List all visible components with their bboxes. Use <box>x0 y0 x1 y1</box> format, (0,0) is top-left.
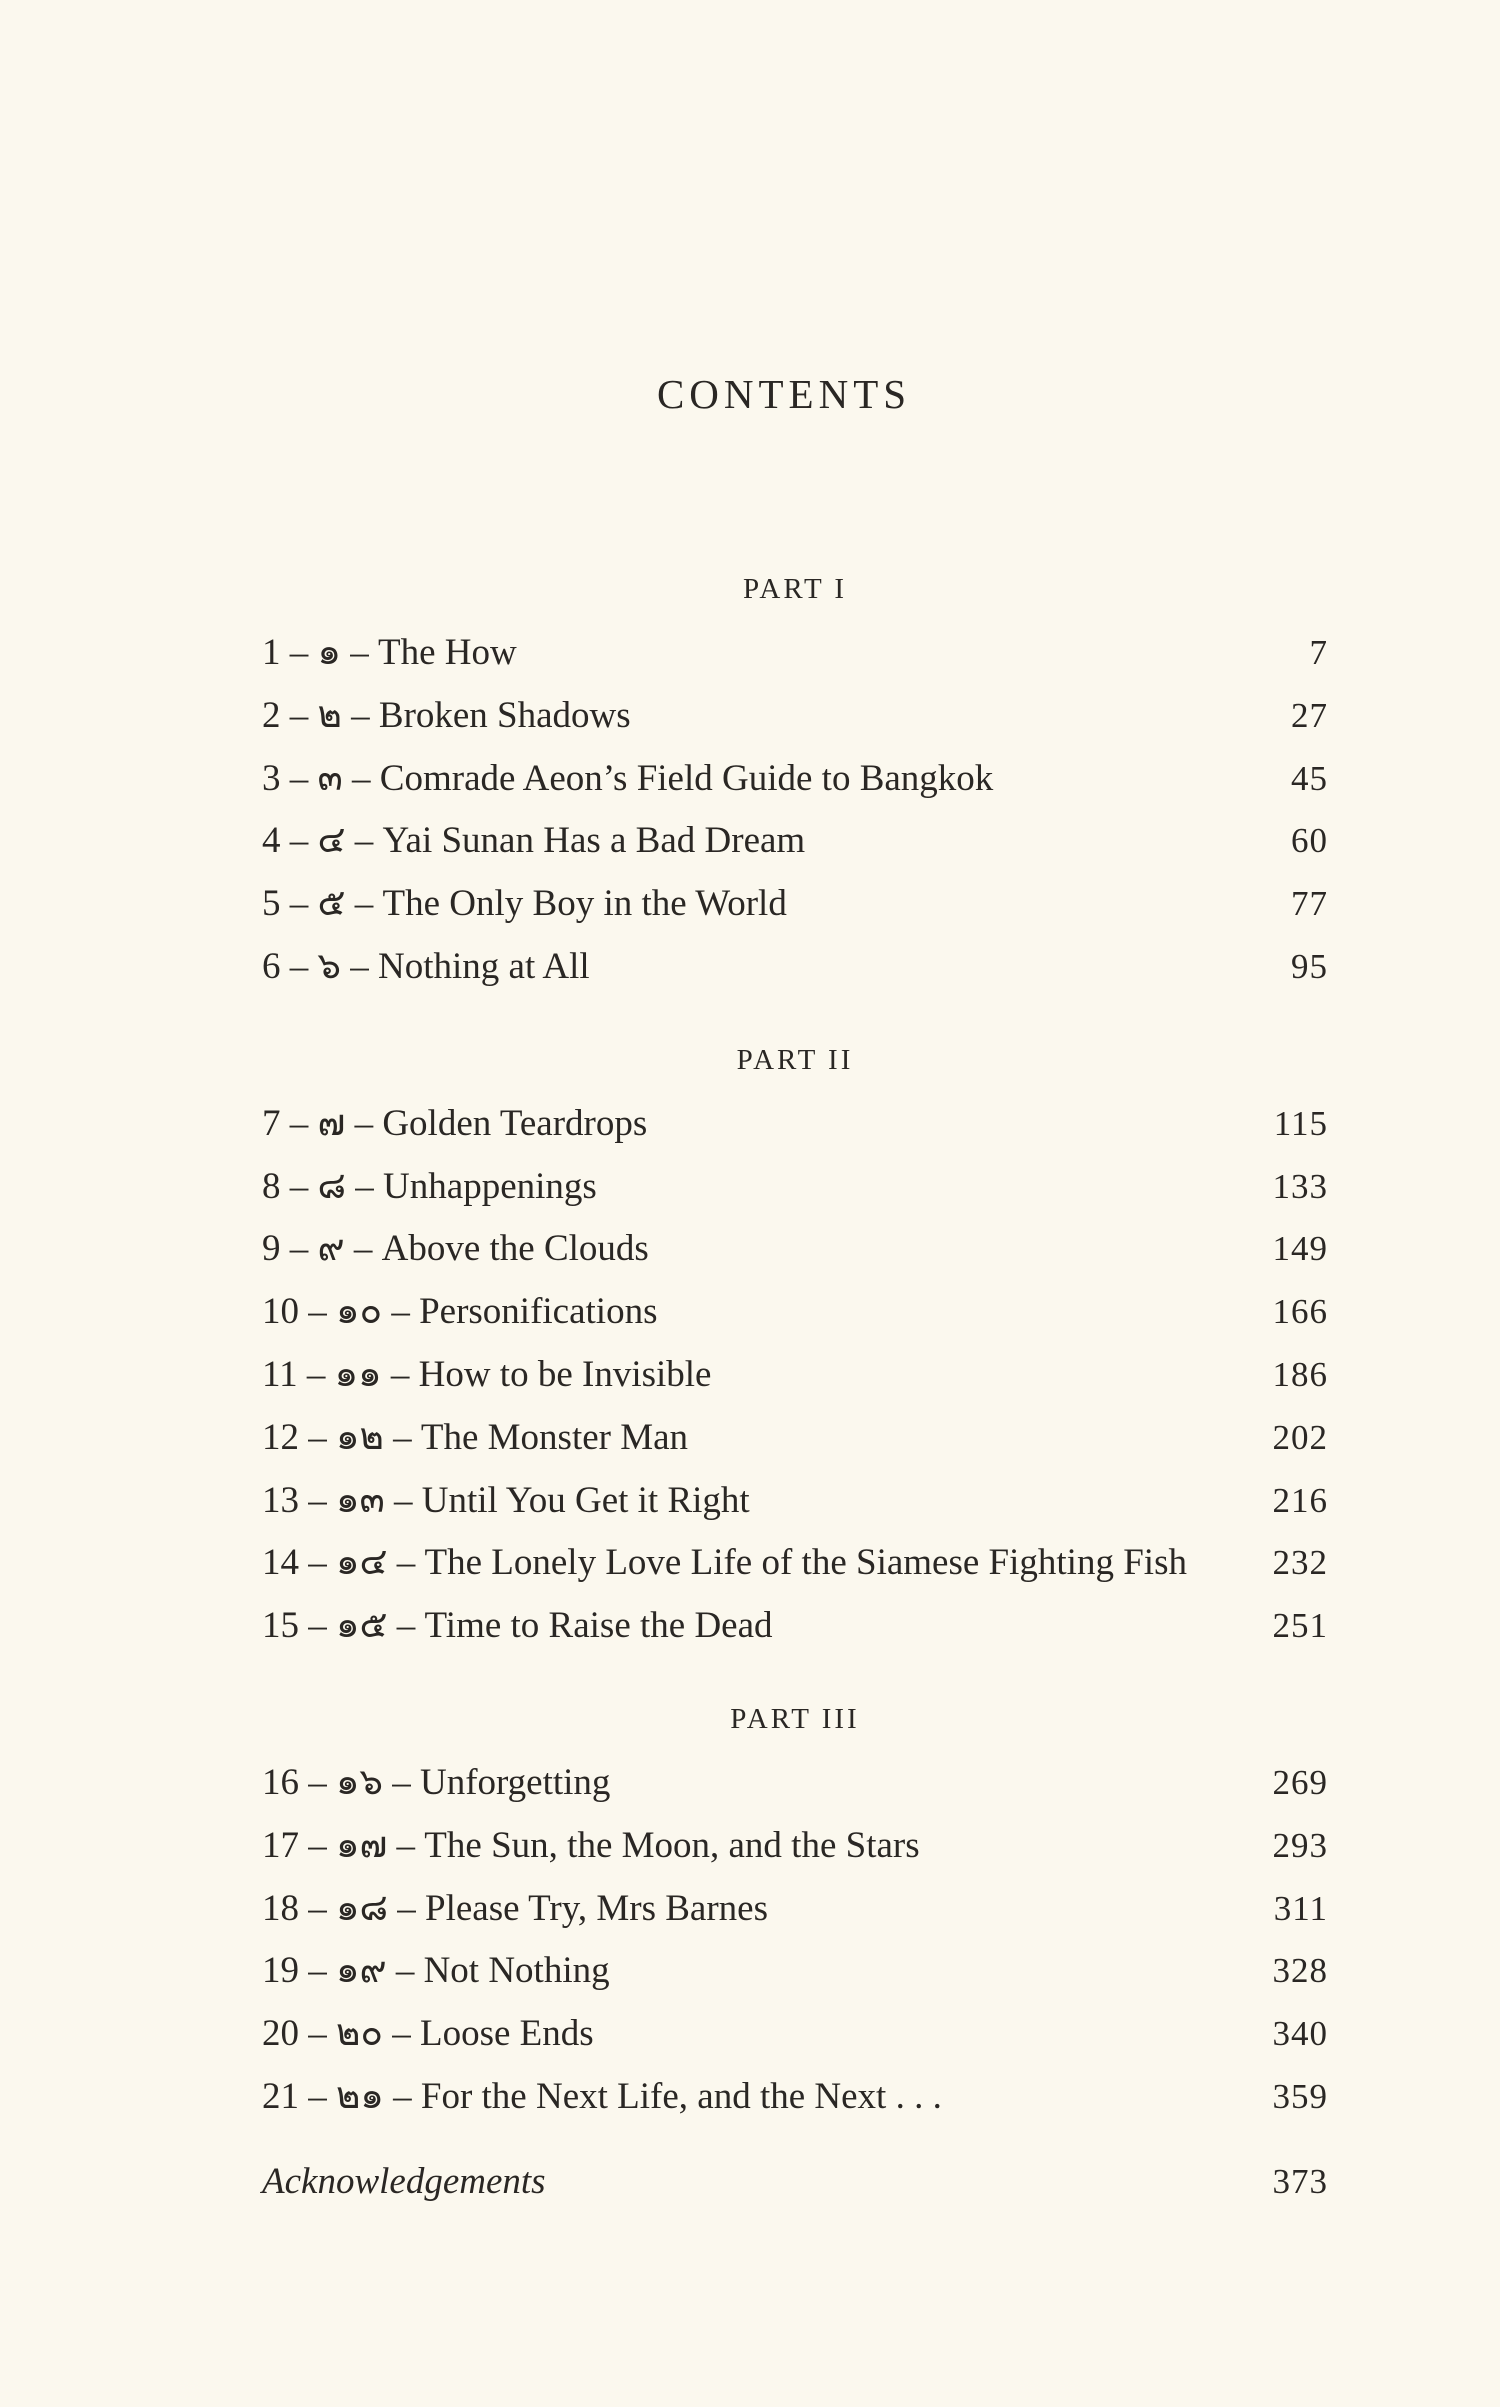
toc-entry[interactable] <box>262 873 1328 936</box>
toc-entry[interactable] <box>262 1093 1328 1156</box>
page-number: 77 <box>1291 884 1328 924</box>
page-number: 232 <box>1272 1543 1328 1583</box>
chapter-title: 17 – ๑๗ – The Sun, the Moon, and the Stars <box>262 1824 920 1866</box>
chapter-title: 10 – ๑๐ – Personifications <box>262 1291 658 1333</box>
page-number: 293 <box>1272 1825 1328 1865</box>
chapter-title: 16 – ๑๖ – Unforgetting <box>262 1761 611 1803</box>
toc-entry[interactable] <box>262 1878 1328 1941</box>
toc-entry-acknowledgements[interactable] <box>262 2151 1328 2214</box>
page-number: 186 <box>1272 1354 1328 1394</box>
page-number: 340 <box>1272 2014 1328 2054</box>
chapter-title: 19 – ๑๙ – Not Nothing <box>262 1950 610 1992</box>
chapter-title: 9 – ๙ – Above the Clouds <box>262 1228 649 1270</box>
chapter-title: 4 – ๔ – Yai Sunan Has a Bad Dream <box>262 820 806 862</box>
toc-entry[interactable] <box>262 1815 1328 1878</box>
toc-entry[interactable] <box>262 810 1328 873</box>
acknowledgements-title: Acknowledgements <box>262 2160 546 2202</box>
chapter-title: 6 – ๖ – Nothing at All <box>262 945 590 987</box>
part-heading-1: PART I <box>742 573 848 605</box>
section-spacer <box>262 1658 1328 1680</box>
toc-entry[interactable] <box>262 936 1328 999</box>
chapter-title: 21 – ๒๑ – For the Next Life, and the Next . . . <box>262 2075 942 2117</box>
toc-entry[interactable] <box>262 1940 1328 2003</box>
toc-entry[interactable] <box>262 2003 1328 2066</box>
toc-entry[interactable] <box>262 1218 1328 1281</box>
toc-entry[interactable] <box>262 1281 1328 1344</box>
page-title: CONTENTS <box>656 371 912 417</box>
page-number: 311 <box>1273 1888 1328 1928</box>
toc-entry[interactable] <box>262 622 1328 685</box>
toc-entry[interactable] <box>262 1407 1328 1470</box>
page-number: 251 <box>1272 1606 1328 1646</box>
toc-entry[interactable] <box>262 1470 1328 1533</box>
page-number: 27 <box>1291 695 1328 735</box>
page-number: 328 <box>1272 1951 1328 1991</box>
page-number: 359 <box>1272 2076 1328 2116</box>
table-of-contents <box>262 550 1328 2214</box>
chapter-title: 13 – ๑๓ – Until You Get it Right <box>262 1479 750 1521</box>
chapter-title: 3 – ๓ – Comrade Aeon’s Field Guide to Bangkok <box>262 757 994 799</box>
page-number: 149 <box>1272 1229 1328 1269</box>
toc-entry[interactable] <box>262 685 1328 748</box>
page-number: 115 <box>1273 1103 1328 1143</box>
page-number: 133 <box>1272 1166 1328 1206</box>
page-number: 373 <box>1272 2161 1328 2201</box>
page-number: 7 <box>1309 633 1328 672</box>
part-heading-2: PART II <box>736 1043 854 1076</box>
page-number: 45 <box>1291 758 1328 798</box>
chapter-title: 18 – ๑๘ – Please Try, Mrs Barnes <box>262 1887 768 1929</box>
toc-entry[interactable] <box>262 1156 1328 1219</box>
chapter-title: 1 – ๑ – The How <box>262 632 517 673</box>
toc-entry[interactable] <box>262 1595 1328 1658</box>
page-number: 166 <box>1272 1292 1328 1332</box>
toc-entry[interactable] <box>262 1532 1328 1595</box>
page-number: 95 <box>1291 946 1328 986</box>
chapter-title: 14 – ๑๔ – The Lonely Love Life of the Siamese Fighting Fish <box>262 1542 1187 1584</box>
toc-entry[interactable] <box>262 1752 1328 1815</box>
part-heading-3: PART III <box>730 1702 860 1735</box>
toc-entry[interactable] <box>262 1344 1328 1407</box>
page-number: 269 <box>1272 1762 1328 1802</box>
toc-entry[interactable] <box>262 748 1328 811</box>
page-number: 216 <box>1272 1480 1328 1520</box>
chapter-title: 8 – ๘ – Unhappenings <box>262 1165 597 1207</box>
chapter-title: 7 – ๗ – Golden Teardrops <box>262 1102 648 1144</box>
page-number: 60 <box>1291 821 1328 861</box>
chapter-title: 2 – ๒ – Broken Shadows <box>262 694 631 736</box>
chapter-title: 12 – ๑๒ – The Monster Man <box>262 1416 689 1458</box>
page-number: 202 <box>1272 1417 1328 1457</box>
chapter-title: 15 – ๑๕ – Time to Raise the Dead <box>262 1605 773 1647</box>
chapter-title: 5 – ๕ – The Only Boy in the World <box>262 883 787 925</box>
chapter-title: 11 – ๑๑ – How to be Invisible <box>262 1353 712 1395</box>
section-spacer <box>262 999 1328 1021</box>
chapter-title: 20 – ๒๐ – Loose Ends <box>262 2013 594 2055</box>
toc-entry[interactable] <box>262 2066 1328 2129</box>
